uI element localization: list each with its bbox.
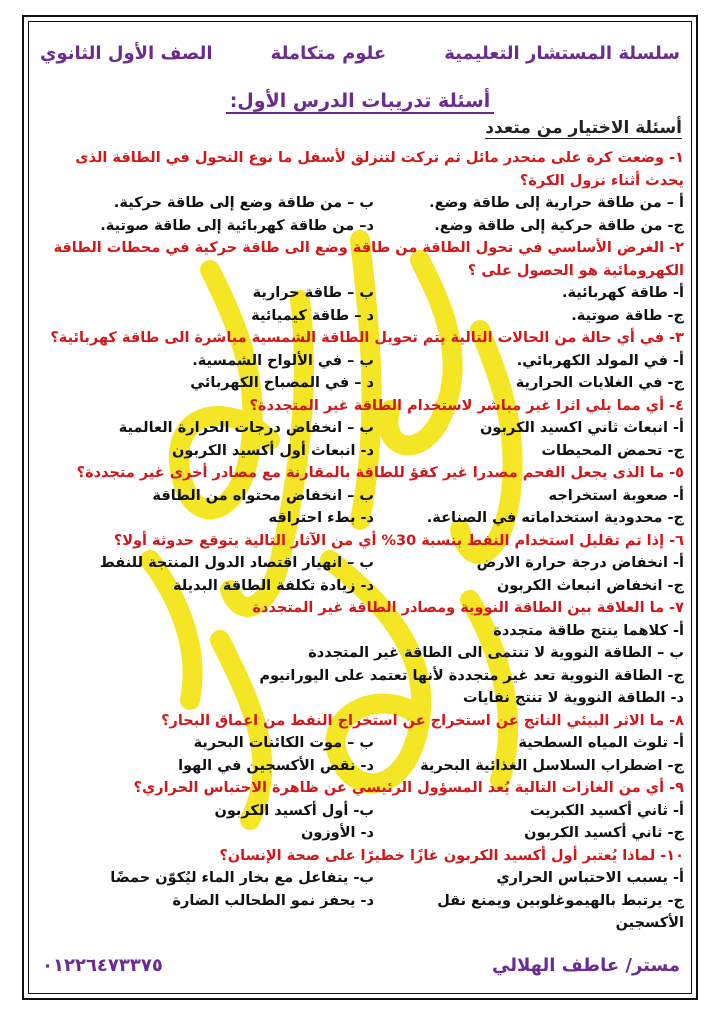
option-c: ج- ثاني أكسيد الكربون — [524, 825, 684, 841]
lesson-title: أسئلة تدريبات الدرس الأول: — [0, 90, 720, 112]
question-7: ٧- ما العلاقة بين الطاقة النووية ومصادر الطاقة غير المتجددة — [252, 600, 684, 616]
options-row — [34, 305, 684, 328]
option-b: ب- يتفاعل مع بخار الماء ليُكوّن حمضًا — [110, 870, 374, 886]
options-row — [34, 552, 684, 575]
option-a: أ- كلاهما ينتج طاقة متجددة — [493, 622, 684, 639]
question-4: ٤- أي مما يلي اثرا غير مباشر لاستخدام الطاقة غير المتجددة؟ — [249, 397, 684, 414]
option-c: ج- اضطراب السلاسل الغذائية البحرية — [420, 757, 684, 774]
option-d: د- زيادة تكلفة الطاقة البديلة — [172, 577, 374, 594]
question-9: ٩- أي من الغازات التالية يُعد المسؤول الرئيسي عن ظاهرة الاحتباس الحراري؟ — [133, 780, 684, 796]
option-c: ج- محدودية استخداماته في الصناعة. — [426, 510, 684, 526]
option-c: ج- يرتبط بالهيموغلوبين ويمنع نقل الأكسجين — [437, 892, 684, 931]
option-a: أ- انبعاث ثاني اكسيد الكربون — [480, 420, 684, 436]
question-3: ٣- في أي حالة من الحالات التالية يتم تحويل الطاقة الشمسية مباشرة الى طاقة كهربائية؟ — [50, 330, 684, 346]
options-row — [34, 732, 684, 755]
option-a: أ- صعوبة استخراجه — [548, 487, 684, 504]
option-a: أ- ثاني أكسيد الكبريت — [529, 802, 684, 819]
options-row — [34, 350, 684, 373]
series-title: سلسلة المستشار التعليمية — [444, 42, 680, 64]
header-bar — [40, 38, 680, 68]
option-b: ب – انخفاض محتواه من الطاقة — [152, 487, 374, 504]
option-c: ج- طاقة صوتية. — [571, 307, 684, 324]
option-d: د- انبعاث أول أكسيد الكربون — [172, 442, 374, 459]
option-c: ج- من طاقة حركية إلى طاقة وضع. — [434, 217, 684, 234]
option-b: ب – انخفاض درجات الحرارة العالمية — [118, 420, 374, 436]
option-b: ب – في الألواح الشمسية. — [192, 352, 374, 369]
option-c: ج- الطاقة النووية تعد غير متجددة لأنها تعتمد على اليورانيوم — [259, 667, 684, 684]
questions-list — [34, 147, 684, 935]
option-a: أ- انخفاض درجة حرارة الارض — [476, 555, 684, 571]
option-a: أ – من طاقة حرارية إلى طاقة وضع. — [429, 195, 684, 211]
option-d: د- يحفز نمو الطحالب الضارة — [172, 892, 374, 909]
options-row — [34, 800, 684, 823]
option-b: ب – انهيار اقتصاد الدول المنتجة للنفط — [99, 555, 374, 571]
phone-number: ٠١٢٢٦٤٧٣٣٧٥ — [42, 955, 163, 976]
options-row — [34, 867, 684, 890]
section-title: أسئلة الاختيار من متعدد — [485, 118, 682, 138]
option-d: د- الطاقة النووية لا تنتج نفايات — [463, 690, 684, 706]
option-b: ب – موت الكائنات البحرية — [193, 735, 374, 751]
option-d: د- بطء احتراقه — [268, 510, 374, 526]
option-c: ج- تحمض المحيطات — [541, 442, 684, 459]
option-a: أ- في المولد الكهربائي. — [516, 352, 684, 369]
option-c: ج- في الغلايات الحرارية — [515, 375, 684, 391]
option-a: أ- طاقة كهربائية. — [561, 285, 684, 301]
question-5: ٥- ما الذى يجعل الفحم مصدرا غير كفؤ للطاقة بالمقارنة مع مصادر أخرى غير متجددة؟ — [76, 465, 684, 481]
question-1: ١- وضعت كرة على منحدر مائل ثم تركت لتنزلق لأسفل ما نوع التحول في الطاقة الذى يحدث أثناء نزول الكرة؟ — [75, 150, 684, 189]
option-b: ب – الطاقة النووية لا تنتمى الى الطاقة غير المتجددة — [308, 645, 684, 661]
options-row — [34, 890, 684, 935]
option-b: ب – طاقة حرارية — [252, 285, 374, 301]
option-b: ب – من طاقة وضع إلى طاقة حركية. — [113, 195, 374, 211]
options-row — [34, 282, 684, 305]
option-d: د- نقص الأكسجين في الهوا — [178, 757, 374, 774]
teacher-name: مستر/ عاطف الهلالي — [491, 955, 680, 976]
options-row — [34, 215, 684, 238]
option-d: د– من طاقة كهربائية إلى طاقة صوتية. — [100, 217, 374, 234]
option-d: د- الأوزون — [300, 825, 374, 841]
options-row — [34, 822, 684, 845]
option-d: د – طاقة كيميائية — [251, 307, 374, 324]
grade-title: الصف الأول الثانوي — [40, 42, 213, 64]
options-row — [34, 507, 684, 530]
option-d: د – في المصباح الكهربائي — [190, 375, 374, 391]
options-row — [34, 755, 684, 778]
option-c: ج- انخفاض انبعاث الكربون — [496, 577, 684, 594]
options-row — [34, 485, 684, 508]
options-row — [34, 192, 684, 215]
option-b: ب- أول أكسيد الكربون — [214, 802, 374, 819]
option-a: أ- يسبب الاحتباس الحراري — [496, 870, 684, 886]
options-row — [34, 575, 684, 598]
subject-title: علوم متكاملة — [270, 42, 387, 64]
option-a: أ- تلوث المياه السطحية — [518, 735, 684, 751]
options-row — [34, 440, 684, 463]
question-10: ١٠- لماذا يُعتبر أول أكسيد الكربون غازًا خطيرًا على صحة الإنسان؟ — [219, 847, 684, 864]
options-row — [34, 372, 684, 395]
options-row — [34, 417, 684, 440]
question-6: ٦- إذا تم تقليل استخدام النفط بنسبة 30% أي من الآثار التالية يتوقع حدوثة أولا؟ — [113, 532, 684, 549]
question-8: ٨- ما الاثر البيئي الناتج عن استخراج عن استخراج النفط من اعماق البحار؟ — [161, 712, 684, 729]
question-2: ٢- الغرض الأساسي في تحول الطاقة من طاقة وضع الى طاقة حركية في محطات الطاقة الكهرومائية هو الحصول على ؟ — [53, 240, 684, 279]
